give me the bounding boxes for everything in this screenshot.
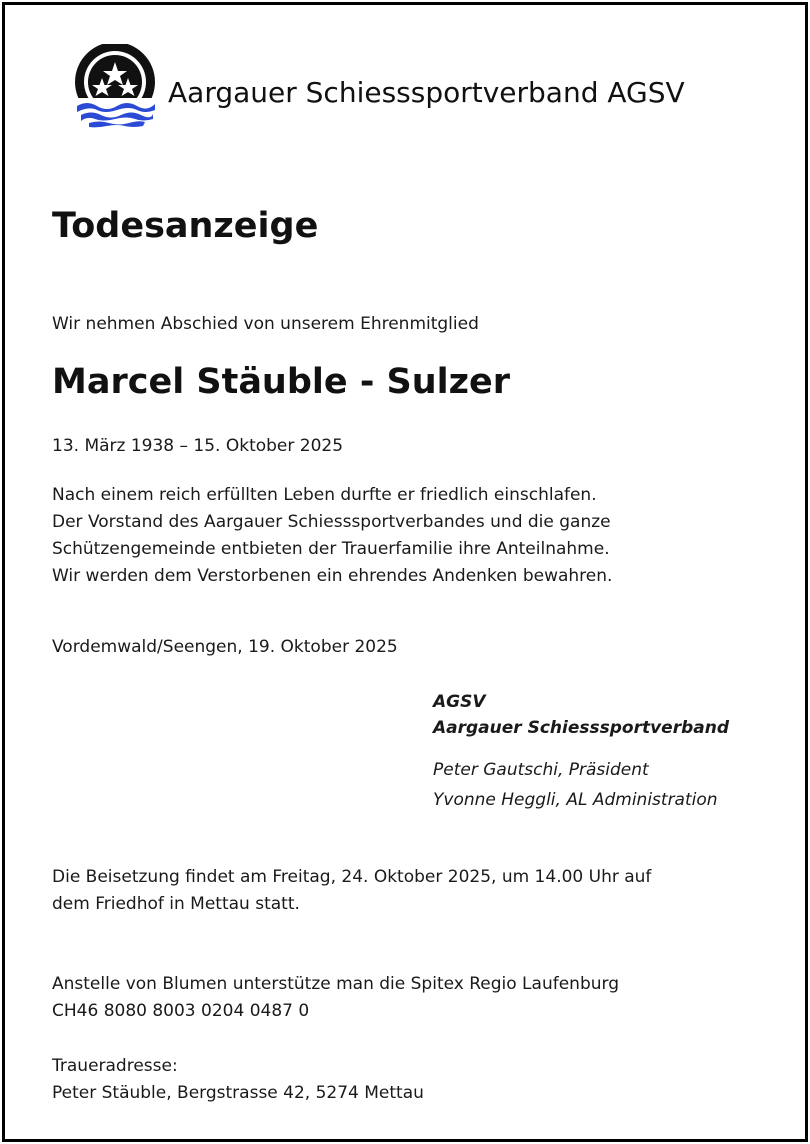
signatory-administration: Yvonne Heggli, AL Administration — [433, 790, 718, 810]
agsv-logo-icon — [71, 44, 159, 128]
message-line: Wir werden dem Verstorbenen ein ehrendes Andenken bewahren. — [52, 566, 613, 586]
signature-org-full: Aargauer Schiesssportverband — [433, 718, 729, 738]
life-dates: 13. März 1938 – 15. Oktober 2025 — [52, 436, 344, 456]
deceased-name: Marcel Stäuble - Sulzer — [52, 362, 511, 402]
message-line: Der Vorstand des Aargauer Schiesssportverbandes und die ganze — [52, 512, 611, 532]
donation-line: Anstelle von Blumen unterstütze man die Spitex Regio Laufenburg — [52, 974, 619, 994]
intro-text: Wir nehmen Abschied von unserem Ehrenmitglied — [52, 314, 479, 334]
page-title: Todesanzeige — [52, 206, 319, 246]
place-date: Vordemwald/Seengen, 19. Oktober 2025 — [52, 637, 398, 657]
message-paragraph — [52, 482, 612, 590]
mourning-address-value: Peter Stäuble, Bergstrasse 42, 5274 Mettau — [52, 1083, 424, 1103]
signature-org-short: AGSV — [433, 692, 486, 712]
message-line: Schützengemeinde entbieten der Trauerfamilie ihre Anteilnahme. — [52, 539, 610, 559]
funeral-line: dem Friedhof in Mettau statt. — [52, 894, 300, 914]
donation-iban: CH46 8080 8003 0204 0487 0 — [52, 1001, 310, 1021]
funeral-info — [52, 864, 651, 918]
mourning-address — [52, 1053, 424, 1107]
message-line: Nach einem reich erfüllten Leben durfte er friedlich einschlafen. — [52, 485, 597, 505]
mourning-address-label: Traueradresse: — [52, 1056, 178, 1076]
donation-info — [52, 971, 619, 1025]
signatory-president: Peter Gautschi, Präsident — [433, 760, 649, 780]
funeral-line: Die Beisetzung findet am Freitag, 24. Oktober 2025, um 14.00 Uhr auf — [52, 867, 652, 887]
organization-name: Aargauer Schiesssportverband AGSV — [168, 76, 685, 109]
